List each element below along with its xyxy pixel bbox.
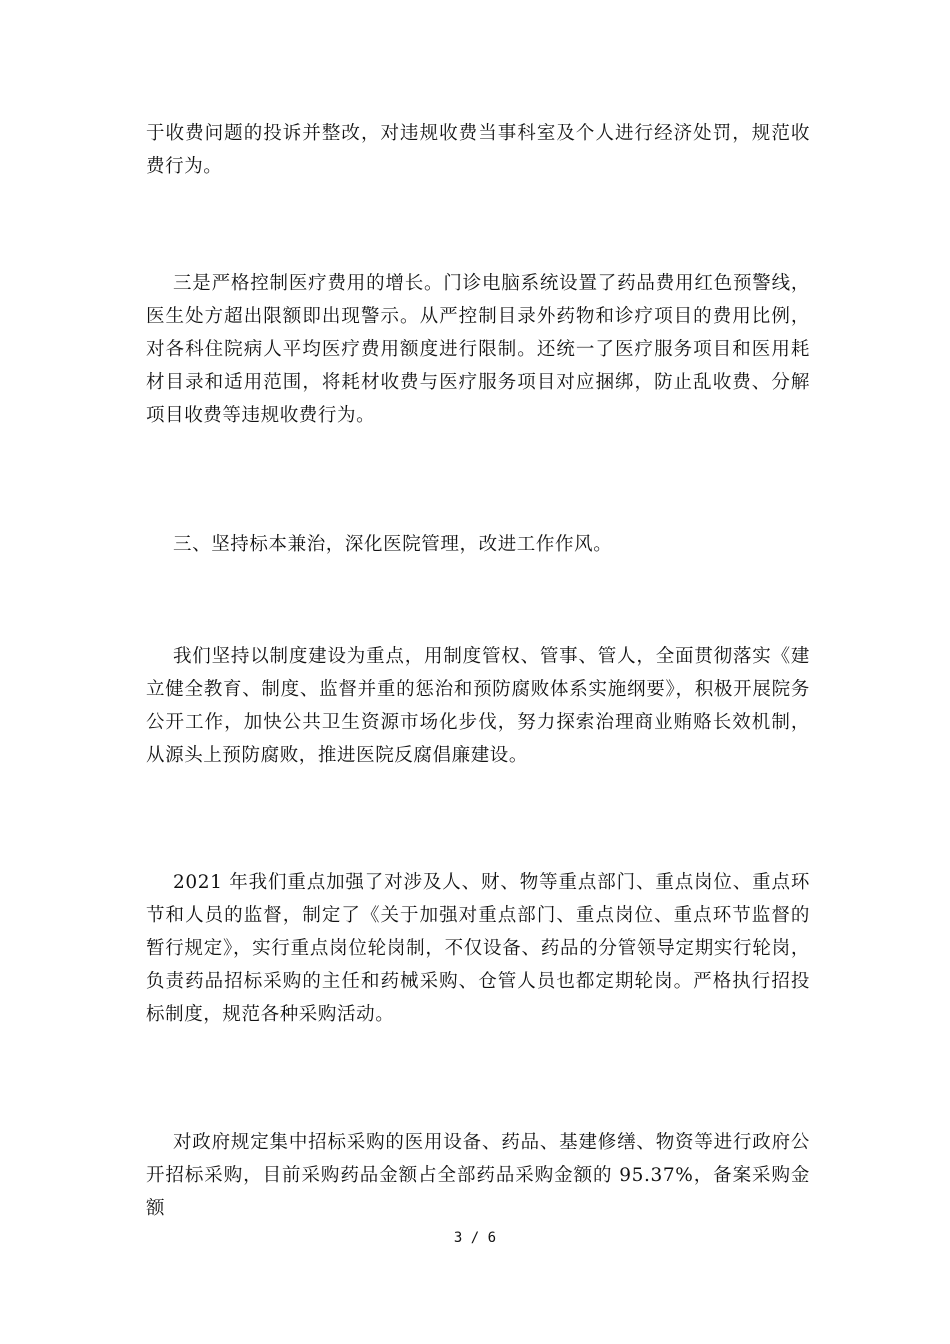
paragraph-institution-building: 我们坚持以制度建设为重点，用制度管权、管事、管人，全面贯彻落实《建立健全教育、制度、监督并重的惩治和预防腐败体系实施纲要》，积极开展院务公开工作，加快公共卫生资源市场化步伐，努力探索治理商业贿赂长效机制，从源头上预防腐败，推进医院反腐倡廉建设。 [146,646,810,766]
paragraph-complaint-handling: 于收费问题的投诉并整改，对违规收费当事科室及个人进行经济处罚，规范收费行为。 [146,123,810,177]
paragraph-procurement: 对政府规定集中招标采购的医用设备、药品、基建修缮、物资等进行政府公开招标采购，目前采购药品金额占全部药品采购金额的 95.37%，备案采购金额 [146,1132,810,1219]
section-heading-three: 三、坚持标本兼治，深化医院管理，改进工作作风。 [173,534,613,555]
page-number: 3 / 6 [453,1230,497,1246]
paragraph-2021-supervision: 2021 年我们重点加强了对涉及人、财、物等重点部门、重点岗位、重点环节和人员的监督，制定了《关于加强对重点部门、重点岗位、重点环节监督的暂行规定》，实行重点岗位轮岗制，不仅设备、药品的分管领导定期实行轮岗，负责药品招标采购的主任和药械采购、仓管人员也都定期轮岗。严格执行招投标制度，规范各种采购活动。 [146,872,810,1025]
paragraph-medical-cost-control: 三是严格控制医疗费用的增长。门诊电脑系统设置了药品费用红色预警线，医生处方超出限额即出现警示。从严控制目录外药物和诊疗项目的费用比例，对各科住院病人平均医疗费用额度进行限制。还统一了医疗服务项目和医用耗材目录和适用范围，将耗材收费与医疗服务项目对应捆绑，防止乱收费、分解项目收费等违规收费行为。 [146,273,810,426]
